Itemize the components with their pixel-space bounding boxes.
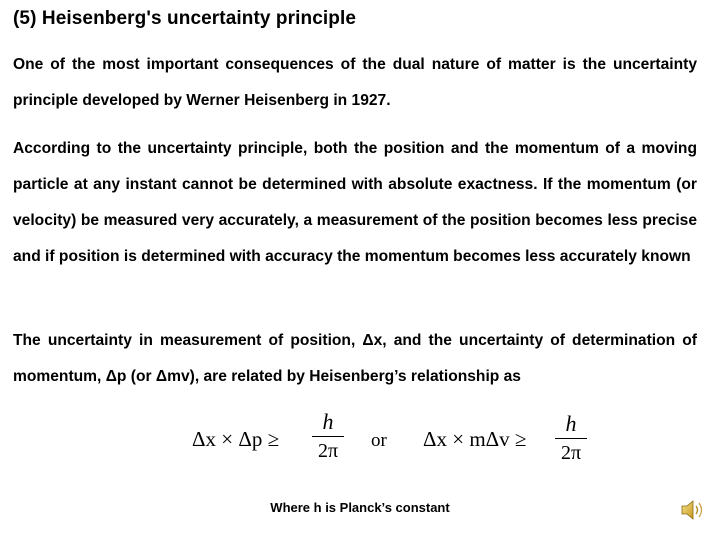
speaker-icon[interactable] (680, 498, 706, 522)
fraction-left (312, 409, 344, 463)
paragraph-relationship: The uncertainty in measurement of position, Δx, and the uncertainty of determination of momentum, Δp (or Δmv), are related by Heisenberg’s relationship as (13, 332, 697, 385)
fraction-bar (555, 438, 587, 439)
equation-connector: or (371, 430, 387, 451)
paragraph-intro: One of the most important consequences of the dual nature of matter is the uncertainty principle developed by Werner Heisenberg in 1927. (13, 56, 697, 109)
fraction-numerator: h (322, 409, 334, 434)
fraction-denominator: 2π (317, 440, 339, 462)
fraction-right (555, 411, 587, 465)
fraction-denominator: 2π (560, 442, 582, 464)
fraction-bar (312, 436, 344, 437)
caption-planck: Where h is Planck’s constant (270, 500, 450, 515)
equation-left-lhs: Δx × Δp ≥ (192, 427, 280, 451)
paragraph-principle: According to the uncertainty principle, both the position and the momentum of a moving particle at any instant cannot be determined with absolute exactness. If the momentum (or velocity) be measured very accurately, a measurement of the position becomes less precise and if position is determined with accuracy the momentum becomes less accurately known (13, 140, 697, 265)
fraction-numerator: h (565, 411, 577, 436)
equation-right-lhs: Δx × mΔv ≥ (423, 427, 527, 451)
slide-title: (5) Heisenberg's uncertainty principle (13, 8, 357, 29)
